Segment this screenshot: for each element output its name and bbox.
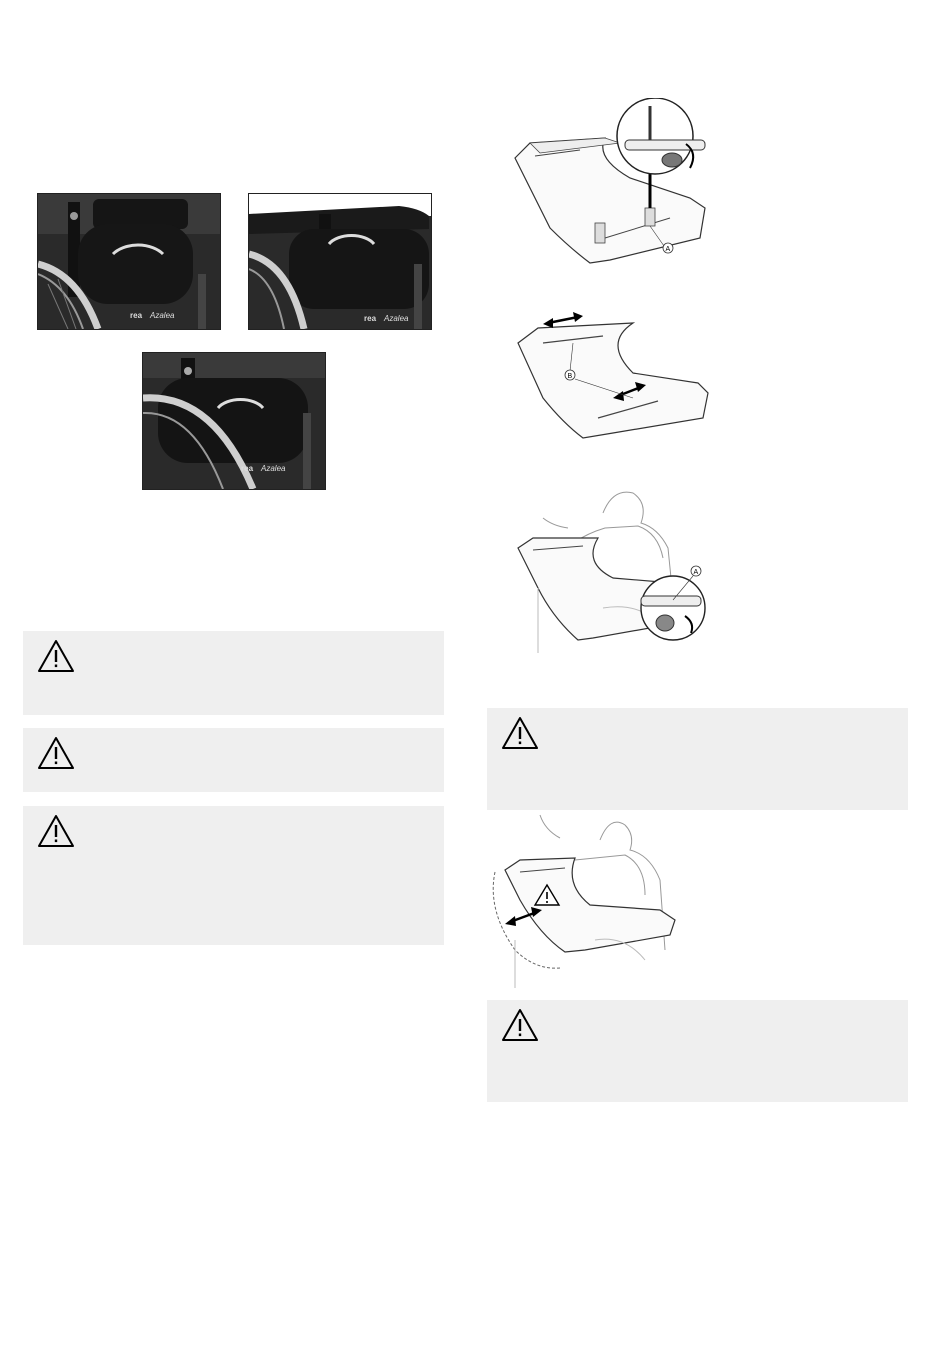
figure-tray-adjust bbox=[513, 303, 713, 443]
callout-label: B bbox=[567, 373, 573, 380]
warning-box-3 bbox=[23, 806, 444, 945]
brand-label: rea bbox=[130, 311, 143, 320]
warning-triangle-icon bbox=[37, 814, 75, 848]
brand-label: rea bbox=[364, 314, 377, 323]
callout-label: A bbox=[665, 246, 671, 253]
model-label: Azalea bbox=[384, 314, 409, 323]
photo-backrest-side-2 bbox=[248, 193, 432, 330]
brand-label: rea bbox=[241, 464, 254, 473]
warning-box-4 bbox=[487, 708, 908, 810]
warning-box-5 bbox=[487, 1000, 908, 1102]
warning-box-2 bbox=[23, 728, 444, 792]
figure-tray-clamp bbox=[510, 98, 715, 268]
warning-triangle-icon bbox=[37, 639, 75, 673]
callout-label: A bbox=[693, 569, 699, 576]
model-label: Azalea bbox=[261, 464, 286, 473]
figure-tray-mounted bbox=[513, 488, 723, 656]
photo-backrest-side-3 bbox=[142, 352, 326, 490]
model-label: Azalea bbox=[150, 311, 175, 320]
figure-tray-warning bbox=[485, 810, 695, 988]
warning-triangle-icon bbox=[501, 716, 539, 750]
warning-box-1 bbox=[23, 631, 444, 715]
warning-triangle-icon bbox=[501, 1008, 539, 1042]
photo-backrest-side-1 bbox=[37, 193, 221, 330]
warning-triangle-icon bbox=[37, 736, 75, 770]
